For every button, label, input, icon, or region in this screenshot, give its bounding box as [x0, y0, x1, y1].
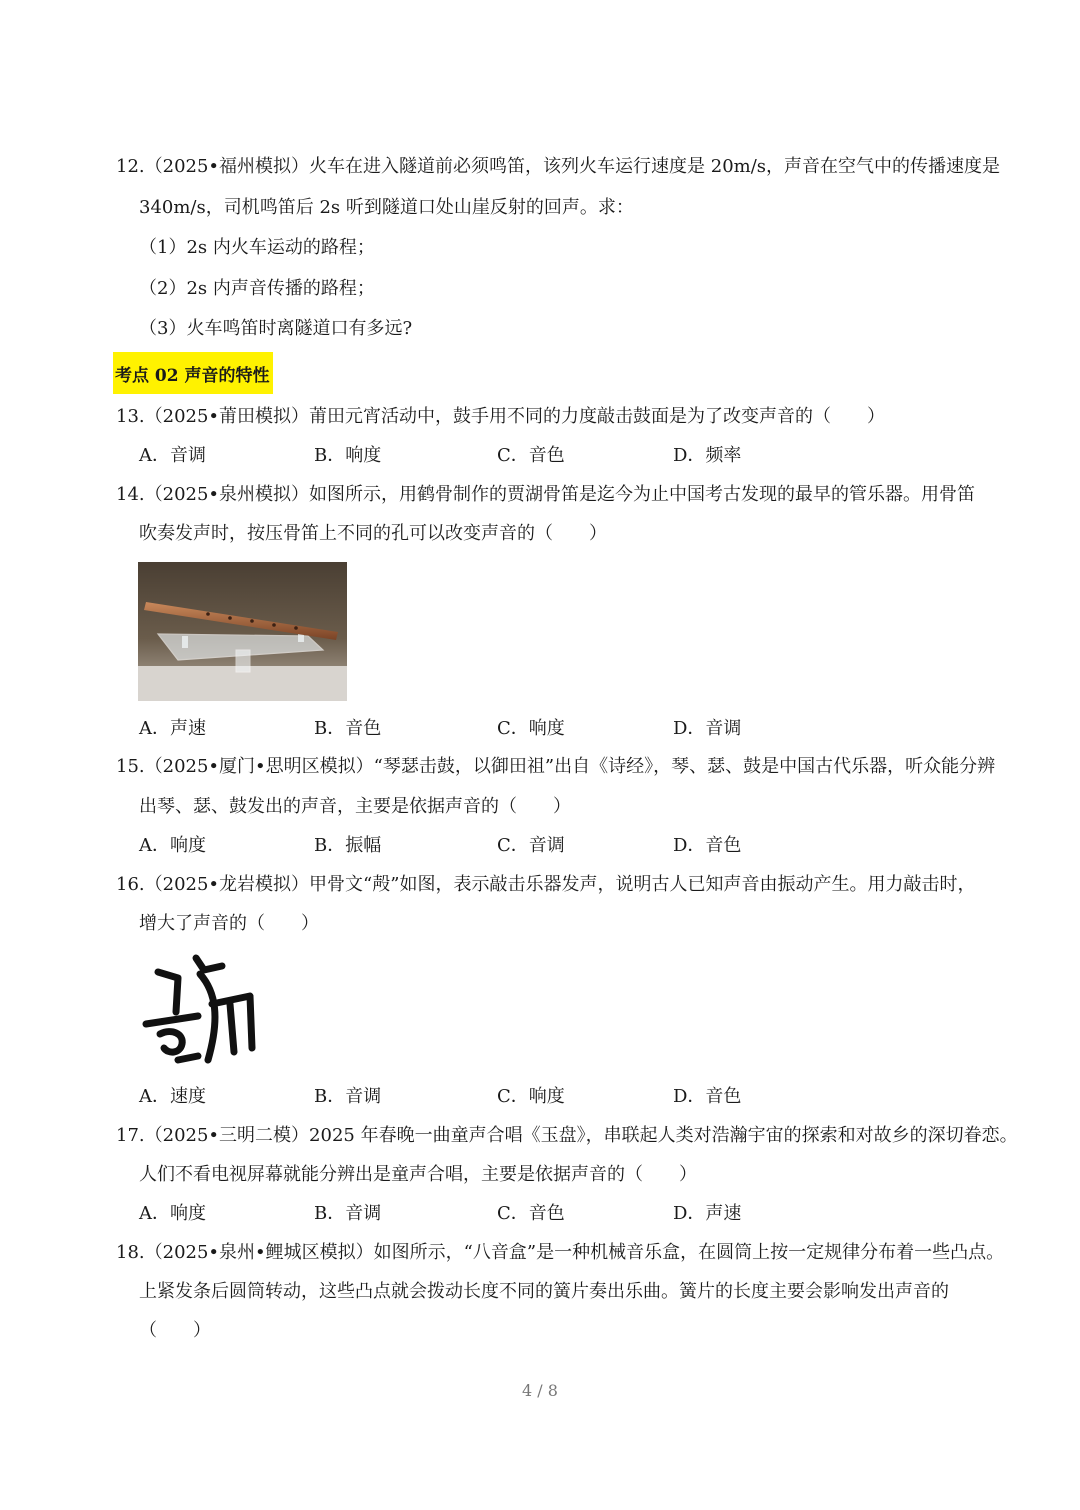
q13-option-d: D．频率 [673, 445, 742, 466]
q13-line1: 13.（2025•莆田模拟）莆田元宵活动中，鼓手用不同的力度敲击鼓面是为了改变声音的（ ） [116, 406, 886, 427]
q13-option-c: C．音色 [497, 445, 565, 466]
section-heading [113, 352, 273, 394]
q18-line2: 上紧发条后圆筒转动，这些凸点就会拨动长度不同的簧片奏出乐曲。簧片的长度主要会影响发出声音的 [139, 1281, 949, 1302]
q15-option-d: D．音色 [673, 835, 742, 856]
q14-option-d: D．音调 [673, 718, 742, 739]
q14-option-c: C．响度 [497, 718, 565, 739]
section-heading-text: 考点 02 声音的特性 [115, 366, 270, 386]
q12-line2: 340m/s，司机鸣笛后 2s 听到隧道口处山崖反射的回声。求： [139, 197, 634, 218]
q14-line2: 吹奏发声时，按压骨笛上不同的孔可以改变声音的（ ） [139, 523, 607, 544]
oracle-bone-glyph [138, 952, 260, 1070]
q16-line1: 16.（2025•龙岩模拟）甲骨文“殸”如图，表示敲击乐器发声，说明古人已知声音由振动产生。用力敲击时， [116, 874, 976, 895]
q15-line2: 出琴、瑟、鼓发出的声音，主要是依据声音的（ ） [139, 796, 571, 817]
q17-option-d: D．声速 [673, 1203, 742, 1224]
q14-option-b: B．音色 [314, 718, 382, 739]
q12-line1: 12.（2025•福州模拟）火车在进入隧道前必须鸣笛，该列火车运行速度是 20m/s，声音在空气中的传播速度是 [116, 156, 1001, 177]
q17-line1: 17.（2025•三明二模）2025 年春晚一曲童声合唱《玉盘》，串联起人类对浩瀚宇宙的探索和对故乡的深切眷恋。 [116, 1125, 1018, 1146]
q16-option-d: D．音色 [673, 1086, 742, 1107]
q12-sub3: （3）火车鸣笛时离隧道口有多远? [139, 318, 413, 339]
q15-option-b: B．振幅 [314, 835, 382, 856]
q15-line1: 15.（2025•厦门•思明区模拟）“琴瑟击鼓，以御田祖”出自《诗经》，琴、瑟、鼓是中国古代乐器，听众能分辨 [116, 756, 996, 777]
q16-option-b: B．音调 [314, 1086, 382, 1107]
page-number: 4 / 8 [522, 1381, 558, 1400]
q13-option-a: A．音调 [139, 445, 206, 466]
q17-option-a: A．响度 [139, 1203, 206, 1224]
q13-option-b: B．响度 [314, 445, 382, 466]
q17-line2: 人们不看电视屏幕就能分辨出是童声合唱，主要是依据声音的（ ） [139, 1164, 697, 1185]
q17-option-c: C．音色 [497, 1203, 565, 1224]
q15-option-c: C．音调 [497, 835, 565, 856]
q16-option-c: C．响度 [497, 1086, 565, 1107]
q14-line1: 14.（2025•泉州模拟）如图所示，用鹤骨制作的贾湖骨笛是迄今为止中国考古发现的最早的管乐器。用骨笛 [116, 484, 976, 505]
q12-sub1: （1）2s 内火车运动的路程； [139, 237, 375, 258]
bone-flute-photo [138, 562, 347, 701]
q16-option-a: A．速度 [139, 1086, 206, 1107]
q12-sub2: （2）2s 内声音传播的路程； [139, 278, 375, 299]
q14-option-a: A．声速 [139, 718, 206, 739]
q17-option-b: B．音调 [314, 1203, 382, 1224]
q15-option-a: A．响度 [139, 835, 206, 856]
q16-line2: 增大了声音的（ ） [139, 913, 319, 934]
q18-line1: 18.（2025•泉州•鲤城区模拟）如图所示，“八音盒”是一种机械音乐盒，在圆筒上按一定规律分布着一些凸点。 [116, 1242, 1005, 1263]
q18-line3: （ ） [139, 1320, 211, 1341]
